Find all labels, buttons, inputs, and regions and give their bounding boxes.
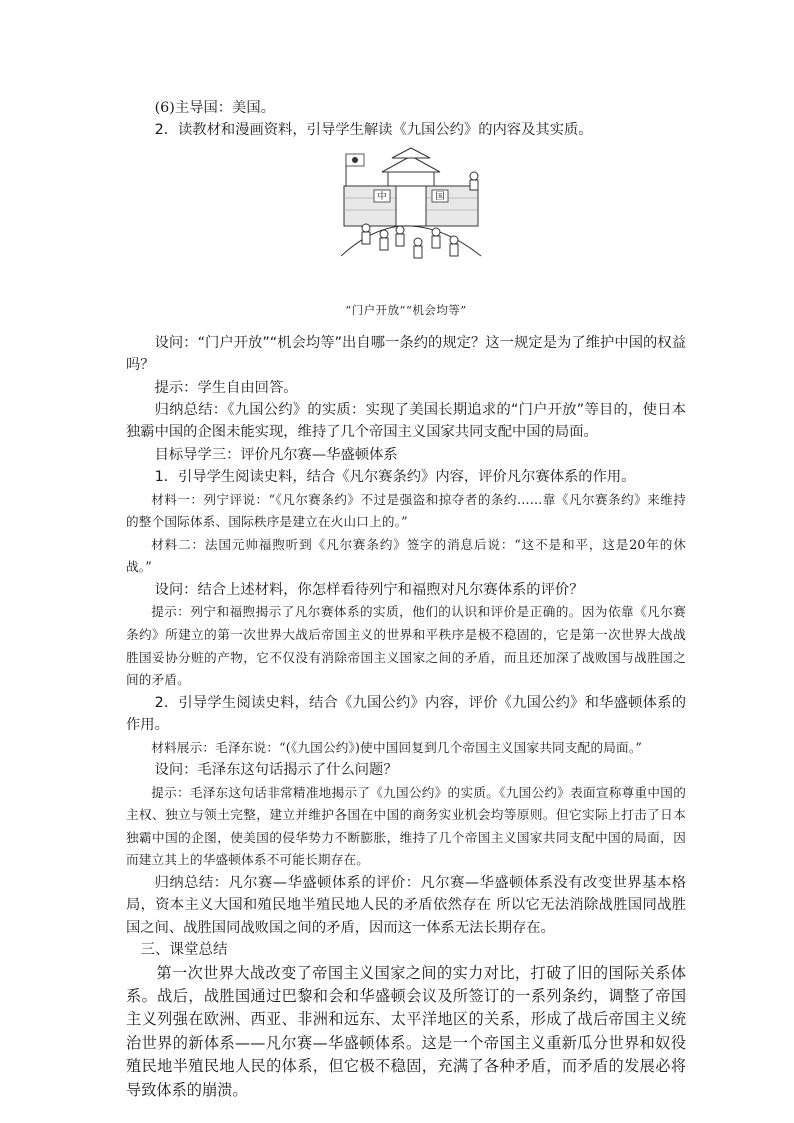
summary-label: 归纳总结： — [154, 875, 229, 891]
summary-text: 凡尔赛—华盛顿体系的评价：凡尔赛—华盛顿体系没有改变世界基本格局，资本主义大国和殖民地半殖民地人民的矛盾依然存在 所以它无法消除战胜国同战胜国之间、战胜国同战败国之间的矛盾，因而这一体系无法长期存在。 — [126, 875, 686, 936]
section-heading-3: 三、课堂总结 — [140, 942, 228, 959]
step-1: 1．引导学生阅读史料，结合《凡尔赛条约》内容，评价凡尔赛体系的作用。 — [154, 469, 636, 486]
summary-2 — [126, 872, 686, 939]
cartoon-sign-text-2: 国 — [435, 191, 445, 202]
figure-caption: “门户开放”“机会均等” — [345, 302, 467, 317]
paragraph-leading-nation: (6)主导国：美国。 — [154, 100, 275, 116]
question-label: 设问： — [154, 334, 198, 351]
hint-1: 提示：学生自由回答。 — [154, 379, 298, 396]
document-body — [126, 97, 686, 1102]
lesson-conclusion: 第一次世界大战改变了帝国主义国家之间的实力对比，打破了旧的国际关系体系。战后，战胜国通过巴黎和会和华盛顿会议及所签订的一系列条约，调整了帝国主义列强在欧洲、西亚、非洲和远东、太平洋地区的关系，形成了战后帝国主义统治世界的新体系——凡尔赛—华盛顿体系。这是一个帝国主义重新瓜分世界和奴役殖民地半殖民地人民的体系，但它极不稳固，充满了各种矛盾，而矛盾的发展必将导致体系的崩溃。 — [126, 963, 686, 1099]
question-label: 设问： — [154, 582, 198, 599]
summary-label: 归纳总结： — [154, 402, 228, 419]
step-2: 2．引导学生阅读史料，结合《九国公约》内容，评价《九国公约》和华盛顿体系的作用。 — [126, 694, 686, 734]
summary-text: 《九国公约》的实质：实现了美国长期追求的“门户开放”等目的，使日本独霸中国的企图未能实现，维持了几个帝国主义国家共同支配中国的局面。 — [126, 402, 687, 441]
question-text: 毛泽东这句话揭示了什么问题？ — [197, 762, 398, 779]
cartoon-illustration — [336, 146, 486, 276]
hint-3: 提示：毛泽东这句话非常精准地揭示了《九国公约》的实质。《九国公约》表面宣称尊重中国的主权、独立与领土完整，建立并维护各国在中国的商务实业机会均等原则。但它实际上打击了日本独霸中国的企图，使美国的侵华势力不断膨胀，维持了几个帝国主义国家共同支配中国的局面，因而建立其上的华盛顿体系不可能长期存在。 — [126, 784, 686, 868]
question-text: “门户开放”“机会均等”出自哪一条约的规定？这一规定是为了维护中国的权益吗？ — [126, 334, 687, 374]
cartoon-figure — [126, 144, 686, 332]
cartoon-sign-text: 中 — [377, 191, 387, 202]
material-2: 材料二：法国元帅福煦听到《凡尔赛条约》签字的消息后说：“这不是和平，这是20年的休战。” — [126, 536, 686, 575]
goal-heading-3: 目标导学三：评价凡尔赛—华盛顿体系 — [154, 446, 398, 463]
hint-2: 提示：列宁和福煦揭示了凡尔赛体系的实质，他们的认识和评价是正确的。因为依靠《凡尔赛条约》所建立的第一次世界大战后帝国主义的世界和平秩序是极不稳固的，它是第一次世界大战战胜国妥协分赃的产物，它不仅没有消除帝国主义国家之间的矛盾，而且还加深了战败国与战胜国之间的矛盾。 — [126, 604, 686, 688]
question-3 — [126, 759, 686, 781]
question-1 — [126, 332, 686, 377]
material-3: 材料展示：毛泽东说：“(《九国公约》)使中国回复到几个帝国主义国家共同支配的局面。” — [151, 739, 642, 755]
question-label: 设问： — [154, 762, 198, 779]
material-1: 材料一：列宁评说：“《凡尔赛条约》不过是强盗和掠夺者的条约……靠《凡尔赛条约》来维持的整个国际体系、国际秩序是建立在火山口上的。” — [126, 491, 686, 530]
paragraph-step-read-cartoon: 2．读教材和漫画资料，引导学生解读《九国公约》的内容及其实质。 — [154, 122, 593, 139]
question-text: 结合上述材料，你怎样看待列宁和福煦对凡尔赛体系的评价？ — [197, 582, 584, 599]
question-2 — [126, 579, 686, 601]
summary-1 — [126, 399, 686, 444]
